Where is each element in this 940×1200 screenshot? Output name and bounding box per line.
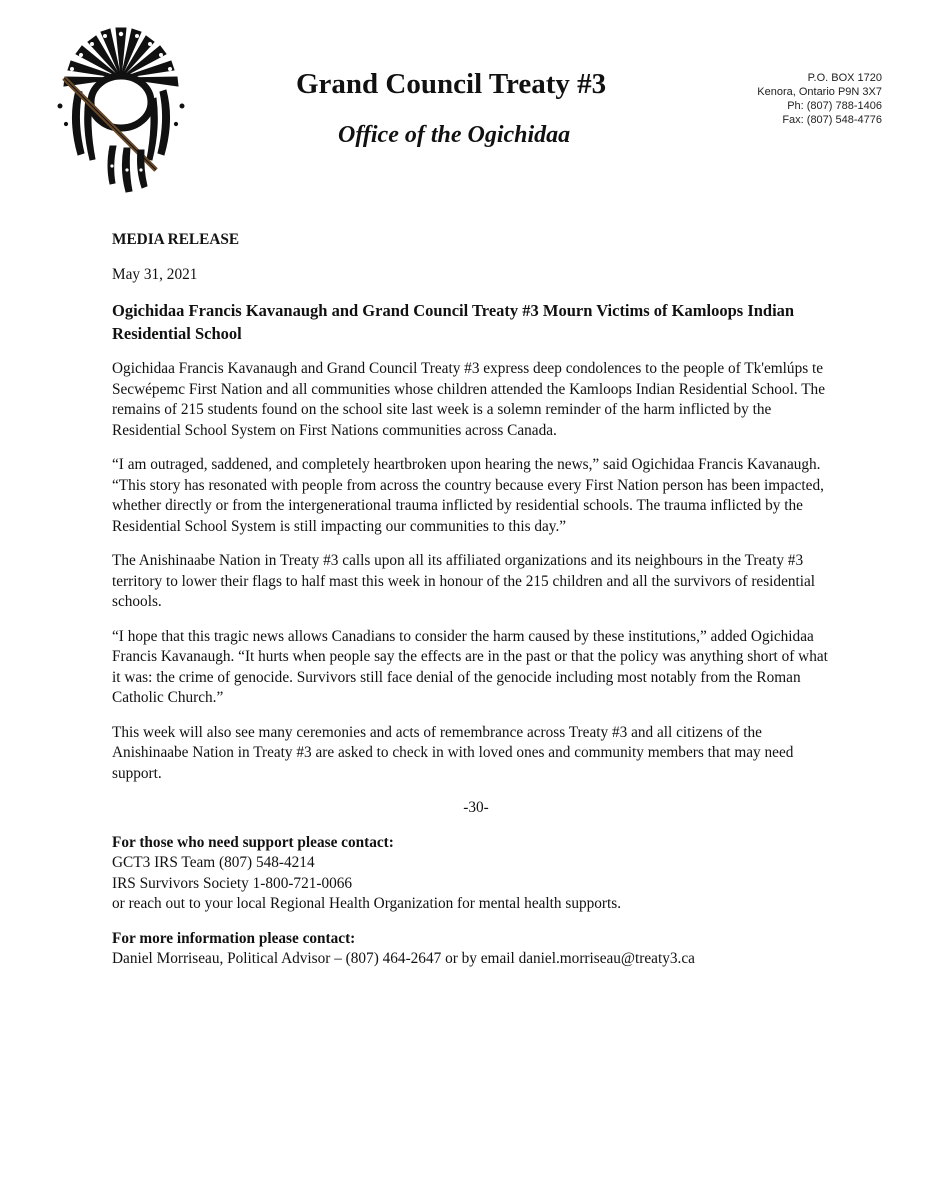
info-contact-line: Daniel Morriseau, Political Advisor – (807) 464-2647 or by email daniel.morriseau@treaty3.ca: [112, 950, 695, 967]
paragraph-1: Ogichidaa Francis Kavanaugh and Grand Council Treaty #3 express deep condolences to the people of Tk'emlúps te Secwépemc First Nation and all communities whose children attended the Kamloops Indian Residential School. The remains of 215 students found on the school site last week is a solemn reminder of the harm inflicted by the Residential School System on First Nations communities across Canada.: [112, 360, 825, 439]
address-po-box: P.O. BOX 1720: [807, 72, 882, 84]
support-line-society: IRS Survivors Society 1-800-721-0066: [112, 874, 353, 892]
release-date: May 31, 2021: [112, 265, 198, 283]
release-body: [112, 230, 832, 984]
info-contact-block: [112, 929, 832, 970]
support-line-team: GCT3 IRS Team (807) 548-4214: [112, 854, 315, 871]
address-city: Kenora, Ontario P9N 3X7: [757, 86, 882, 98]
organization-title: Grand Council Treaty #3: [296, 68, 607, 100]
support-line-regional: or reach out to your local Regional Health Organization for mental health supports.: [112, 895, 622, 912]
paragraph-4: “I hope that this tragic news allows Canadians to consider the harm caused by these institutions,” added Ogichidaa Francis Kavanaugh. “It hurts when people say the effects are in the past or that the policy was anything short of what it was: the crime of genocide. Survivors still face denial of the genocide including most notably from the Roman Catholic Church.”: [112, 627, 828, 706]
address-fax: Fax: (807) 548-4776: [782, 114, 882, 126]
support-contact-block: [112, 833, 832, 915]
release-headline: Ogichidaa Francis Kavanaugh and Grand Council Treaty #3 Mourn Victims of Kamloops Indian Residential School: [112, 301, 795, 343]
media-release-label: MEDIA RELEASE: [112, 231, 240, 248]
support-heading: For those who need support please contact:: [112, 833, 394, 851]
paragraph-5: This week will also see many ceremonies and acts of remembrance across Treaty #3 and all citizens of the Anishinaabe Nation in Treaty #3 are asked to check in with loved ones and community members that may need support.: [112, 723, 794, 782]
paragraph-3: The Anishinaabe Nation in Treaty #3 calls upon all its affiliated organizations and its neighbours in the Treaty #3 territory to lower their flags to half mast this week in honour of the 215 children and all the survivors of residential schools.: [112, 552, 816, 610]
info-heading: For more information please contact:: [112, 929, 356, 947]
headdress-logo-icon: [46, 20, 196, 205]
paragraph-2: “I am outraged, saddened, and completely heartbroken upon hearing the news,” said Ogichidaa Francis Kavanaugh. “This story has resonated with people from across the country because every First Nation person has been impacted, whether directly or from the intergenerational trauma inflicted by residential schools. The trauma inflicted by the Residential School System is still impacting our communities to this day.”: [112, 456, 824, 535]
end-mark: -30-: [463, 799, 489, 816]
office-title: Office of the Ogichidaa: [338, 122, 571, 148]
address-phone: Ph: (807) 788-1406: [787, 100, 882, 112]
address-block: [757, 71, 882, 127]
